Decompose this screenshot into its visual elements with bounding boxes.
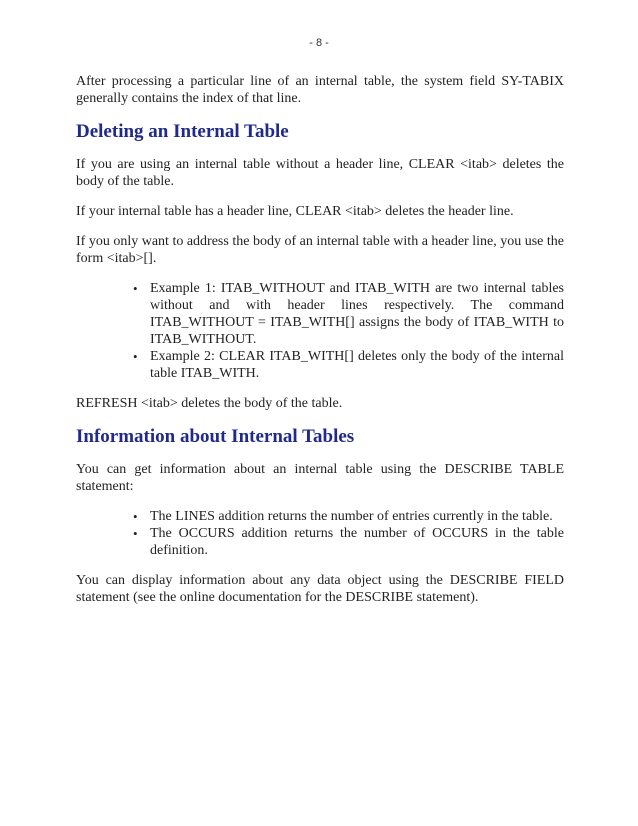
- example-1: • Example 1: ITAB_WITHOUT and ITAB_WITH are two internal tables without and with header lines respectively. The command ITAB_WITHOUT = ITAB_WITH[] assigns the body of ITAB_WITH to ITAB_WITHOUT.: [150, 280, 564, 348]
- example-2: • Example 2: CLEAR ITAB_WITH[] deletes only the body of the internal table ITAB_WITH.: [150, 348, 564, 382]
- examples-list: [76, 280, 564, 382]
- delete-paragraph-3: If you only want to address the body of an internal table with a header line, you use the form <itab>[].: [76, 234, 564, 266]
- refresh-paragraph: REFRESH <itab> deletes the body of the table.: [76, 396, 343, 411]
- page-content: [76, 73, 564, 619]
- delete-paragraph-2: If your internal table has a header line, CLEAR <itab> deletes the header line.: [76, 204, 514, 219]
- lines-addition-item: • The LINES addition returns the number of entries currently in the table.: [150, 508, 564, 525]
- describe-table-paragraph: You can get information about an internal table using the DESCRIBE TABLE statement:: [76, 462, 564, 494]
- heading-deleting-internal-table: Deleting an Internal Table: [76, 121, 289, 142]
- heading-information-internal-tables: Information about Internal Tables: [76, 426, 355, 447]
- delete-paragraph-1: If you are using an internal table without a header line, CLEAR <itab> deletes the body of the table.: [76, 157, 564, 189]
- page-number: - 8 -: [309, 37, 329, 49]
- describe-field-paragraph: You can display information about any data object using the DESCRIBE FIELD statement (see the online documentation for the DESCRIBE statement).: [76, 573, 564, 605]
- occurs-addition-item: • The OCCURS addition returns the number of OCCURS in the table definition.: [150, 525, 564, 559]
- describe-additions-list: [76, 508, 564, 559]
- intro-paragraph: After processing a particular line of an internal table, the system field SY-TABIX generally contains the index of that line.: [76, 74, 564, 106]
